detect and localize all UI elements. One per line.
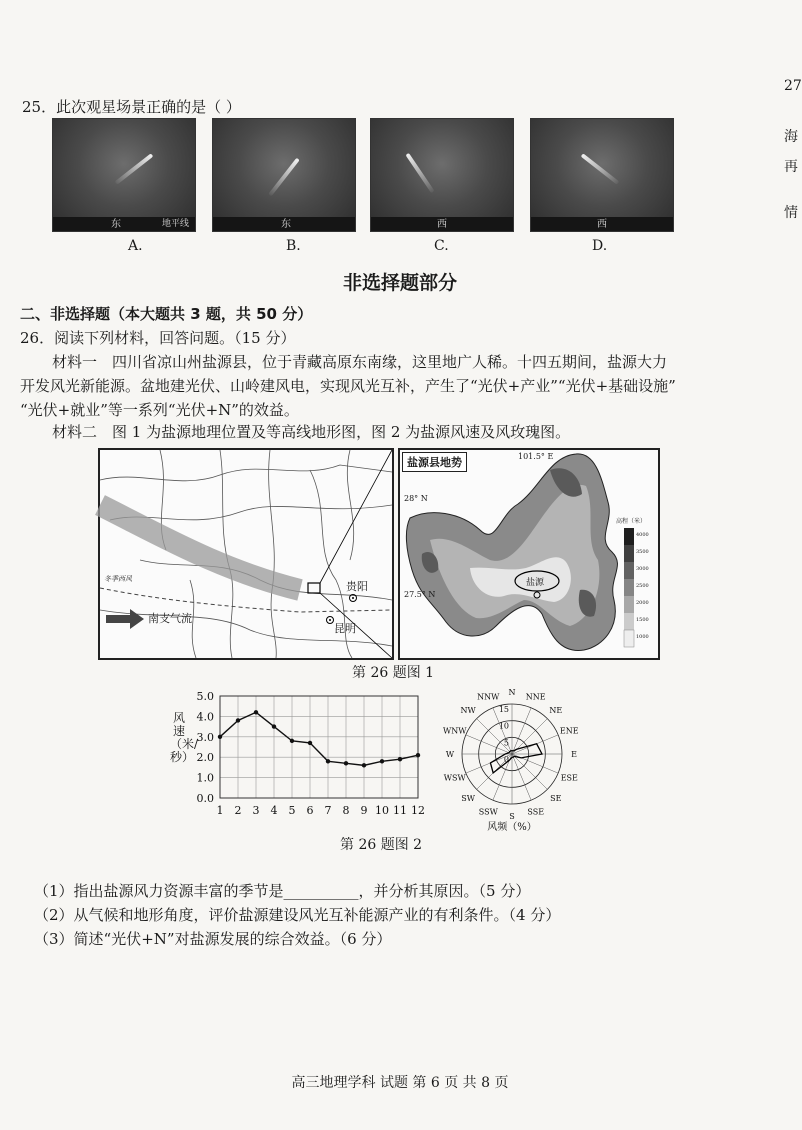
question-26-2: （2）从气候和地形角度，评价盐源建设风光互补能源产业的有利条件。（4 分） — [34, 906, 561, 924]
x-tick-label: 4 — [270, 804, 278, 817]
direction-label: NNE — [525, 692, 546, 702]
direction-label: NNW — [477, 692, 500, 702]
legend-value: 3000 — [636, 566, 649, 572]
direction-label: NW — [460, 706, 476, 716]
option-a-label: A. — [128, 238, 143, 254]
fig1-caption: 第 26 题图 1 — [352, 665, 435, 681]
side-char: 海 — [784, 129, 798, 145]
question-25: 25．此次观星场景正确的是（ ） — [22, 98, 241, 116]
direction-label: ESE — [560, 773, 578, 783]
y-tick-label: 4.0 — [196, 710, 214, 724]
direction-label: SSE — [527, 807, 545, 817]
data-point — [218, 735, 222, 739]
legend-value: 2500 — [636, 583, 649, 589]
city-kunming: 昆明 — [334, 622, 356, 635]
wind-speed-ylabel: 风速（米/秒） — [170, 711, 199, 764]
option-b-label: B. — [286, 238, 301, 254]
data-point — [398, 757, 402, 761]
option-a-photo — [52, 118, 196, 232]
direction-label: W — [445, 750, 455, 759]
q26-intro: 26．阅读下列材料，回答问题。（15 分） — [20, 329, 296, 347]
section-title: 非选择题部分 — [342, 272, 457, 294]
location-map — [98, 448, 394, 660]
wind-speed-chart — [170, 686, 430, 836]
option-c-label: C. — [434, 238, 449, 254]
direction-label: S — [509, 812, 515, 821]
direction-label: ENE — [559, 726, 579, 736]
rose-spoke — [512, 754, 547, 789]
x-tick-label: 9 — [360, 804, 368, 817]
y-tick-label: 1.0 — [196, 771, 214, 785]
direction-label: 东 — [281, 219, 291, 230]
data-point — [362, 763, 366, 767]
direction-label: WSW — [443, 773, 466, 783]
part2-heading: 二、非选择题（本大题共 3 题，共 50 分） — [20, 305, 313, 323]
material2: 材料二 图 1 为盐源地理位置及等高线地形图，图 2 为盐源风速及风玫瑰图。 — [52, 423, 571, 441]
legend-title: 高程（米） — [616, 518, 647, 525]
yanyuan-label: 盐源 — [526, 578, 545, 588]
legend-value: 3500 — [636, 549, 649, 555]
y-tick-label: 5.0 — [196, 690, 214, 703]
direction-label: NE — [549, 706, 563, 716]
flow-label: 南支气流 — [148, 612, 192, 625]
option-d-photo — [530, 118, 674, 232]
data-point — [236, 718, 240, 722]
terrain-map-title: 盐源县地势 — [402, 452, 467, 472]
fig2-caption: 第 26 题图 2 — [340, 837, 423, 853]
x-tick-label: 1 — [216, 804, 224, 817]
terrain-map-svg — [400, 450, 658, 658]
legend-value: 4000 — [636, 532, 649, 538]
direction-label: N — [508, 688, 516, 697]
question-26-1: （1）指出盐源风力资源丰富的季节是__________，并分析其原因。（5 分） — [34, 882, 531, 900]
wind-rose-chart — [432, 686, 602, 834]
x-tick-label: 8 — [342, 804, 350, 817]
side-char: 27 — [784, 78, 802, 94]
legend-value: 1500 — [636, 617, 649, 623]
direction-label: E — [571, 750, 577, 759]
y-tick-label: 0.0 — [196, 792, 214, 805]
x-tick-label: 2 — [234, 804, 242, 817]
x-tick-label: 12 — [411, 804, 425, 817]
latitude-label-27-5: 27.5° N — [404, 590, 436, 599]
latitude-label-28: 28° N — [404, 494, 428, 503]
terrain-map — [398, 448, 660, 660]
comet — [581, 153, 620, 184]
longitude-label: 101.5° E — [518, 452, 554, 461]
direction-label: 西 — [437, 219, 447, 230]
rose-label: 风频（%） — [487, 822, 537, 833]
x-tick-label: 5 — [288, 804, 296, 817]
x-tick-label: 11 — [393, 804, 407, 817]
x-tick-label: 3 — [252, 804, 260, 817]
data-point — [380, 759, 384, 763]
comet — [268, 158, 299, 197]
ring-label: 0 — [503, 755, 509, 764]
option-c-photo — [370, 118, 514, 232]
data-point — [254, 710, 258, 714]
direction-label: SSW — [478, 807, 498, 817]
question-26-3: （3）简述“光伏+N”对盐源发展的综合效益。（6 分） — [34, 930, 392, 948]
elevation-legend — [624, 528, 634, 647]
side-char: 再 — [784, 159, 798, 175]
legend-value: 2000 — [636, 600, 649, 606]
direction-label: WNW — [442, 726, 467, 736]
material1-line3: “光伏+就业”等一系列“光伏+N”的效益。 — [20, 401, 299, 419]
ring-label: 5 — [503, 738, 509, 748]
option-b-photo — [212, 118, 356, 232]
comet — [405, 153, 434, 193]
y-tick-label: 2.0 — [196, 751, 214, 765]
jet-label: 冬季西风 — [104, 575, 132, 583]
city-guiyang: 贵阳 — [346, 580, 368, 593]
direction-label: 西 — [597, 219, 607, 230]
data-point — [290, 739, 294, 743]
ring-label: 10 — [498, 721, 509, 731]
x-tick-label: 7 — [324, 804, 332, 817]
data-point — [308, 741, 312, 745]
legend-value: 1000 — [636, 634, 649, 640]
ring-label: 15 — [498, 705, 509, 714]
option-d-label: D. — [592, 238, 608, 254]
direction-label: SW — [461, 793, 476, 803]
data-point — [272, 724, 276, 728]
horizon-label: 地平线 — [161, 219, 189, 229]
comet — [115, 153, 154, 184]
x-tick-label: 6 — [306, 804, 314, 817]
side-char: 情 — [784, 205, 798, 221]
material1-line2: 开发风光新能源。盆地建光伏、山岭建风电，实现风光互补，产生了“光伏+产业”“光伏+基础设施” — [20, 377, 676, 395]
page-footer: 高三地理学科 试题 第 6 页 共 8 页 — [291, 1075, 509, 1091]
direction-label: SE — [550, 793, 562, 803]
data-point — [416, 753, 420, 757]
data-point — [326, 759, 330, 763]
material1-line1: 材料一 四川省凉山州盐源县，位于青藏高原东南缘，这里地广人稀。十四五期间，盐源大力 — [52, 353, 668, 371]
data-point — [344, 761, 348, 765]
plot-frame — [220, 696, 418, 798]
direction-label: 东 — [111, 219, 121, 230]
x-tick-label: 10 — [375, 804, 389, 817]
y-tick-label: 3.0 — [196, 730, 214, 744]
